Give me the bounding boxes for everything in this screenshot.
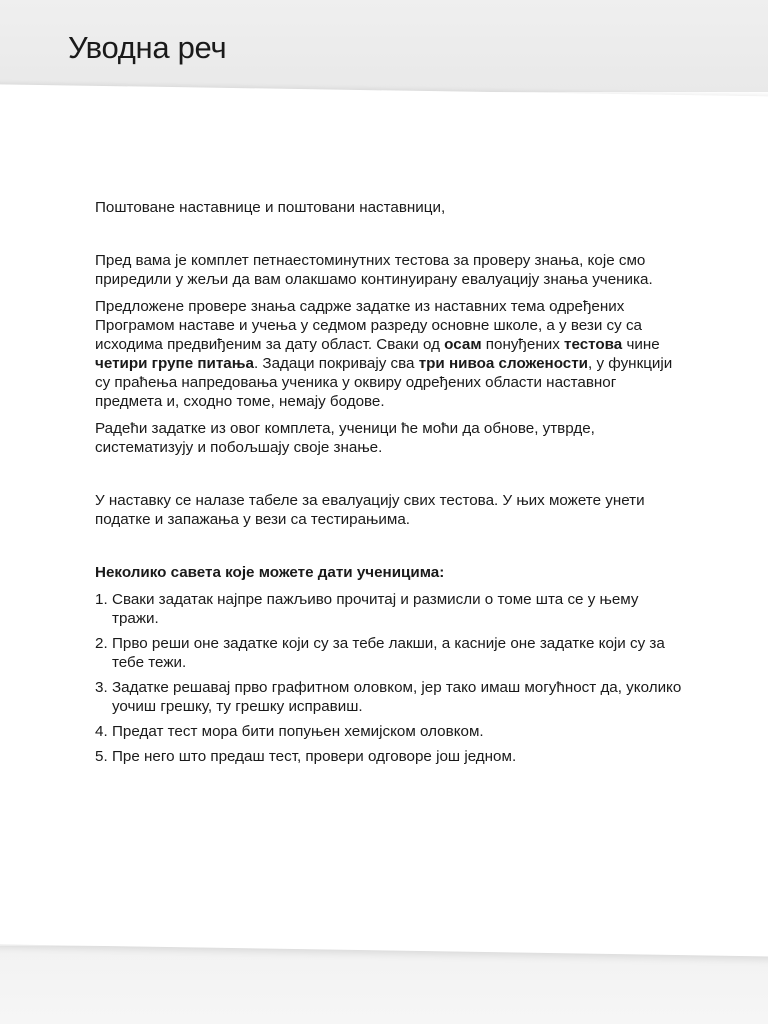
text-segment: Предложене провере знања садрже задатке из наставних тема одређених Програмом наставе и учења у седмом разреду основне школе, а у вези су са исходима предвиђеним за дату област. Сваки од	[95, 298, 642, 353]
tip-item	[95, 678, 685, 716]
tip-text: Пре него што предаш тест, провери одговоре још једном.	[112, 748, 517, 765]
tips-heading: Неколико савета које можете дати ученицима:	[95, 564, 445, 581]
tip-item	[95, 722, 685, 741]
tip-item	[95, 747, 685, 766]
tip-item	[95, 634, 685, 672]
tip-text: Прво реши оне задатке који су за тебе лакши, а касније оне задатке који су за тебе тежи.	[112, 635, 665, 671]
footer-band	[0, 946, 768, 1024]
tip-number: 2.	[95, 635, 108, 652]
greeting-paragraph: Поштоване наставнице и поштовани наставници,	[95, 199, 446, 216]
tip-item	[95, 590, 685, 628]
bold-question-groups: четири групе питања	[95, 355, 254, 372]
tip-number: 5.	[95, 748, 108, 765]
tip-text: Предат тест мора бити попуњен хемијском оловком.	[112, 723, 484, 740]
page-title: Уводна реч	[68, 30, 227, 65]
document-body	[95, 198, 685, 772]
tip-number: 3.	[95, 679, 108, 696]
tip-text: Задатке решавај прво графитном оловком, јер тако имаш могућност да, уколико уочиш грешку, ту грешку исправиш.	[112, 679, 682, 715]
tips-list	[95, 590, 685, 766]
bold-tests: тестова	[564, 336, 623, 353]
intro-paragraph: Пред вама је комплет петнаестоминутних тестова за проверу знања, које смо приредили у жељи да вам олакшамо континуирану евалуацију знања ученика.	[95, 252, 653, 288]
tests-description-paragraph	[95, 297, 685, 411]
text-segment: понуђених	[481, 336, 565, 353]
tip-number: 4.	[95, 723, 108, 740]
evaluation-tables-paragraph: У наставку се налазе табеле за евалуацију свих тестова. У њих можете унети податке и запажања у вези са тестирањима.	[95, 492, 645, 528]
tip-number: 1.	[95, 591, 108, 608]
text-segment: , у функцији су праћења напредовања ученика у оквиру одређених области наставног предмета и, сходно томе, немају бодове.	[95, 355, 673, 410]
benefits-paragraph: Радећи задатке из овог комплета, ученици ће моћи да обнове, утврде, систематизују и побољшају своје знање.	[95, 420, 595, 456]
tip-text: Сваки задатак најпре пажљиво прочитај и размисли о томе шта се у њему тражи.	[112, 591, 639, 627]
text-segment: чине	[622, 336, 660, 353]
text-segment: . Задаци покривају сва	[253, 355, 419, 372]
bold-count: осам	[444, 336, 482, 353]
bold-complexity-levels: три нивоа сложености	[418, 355, 589, 372]
